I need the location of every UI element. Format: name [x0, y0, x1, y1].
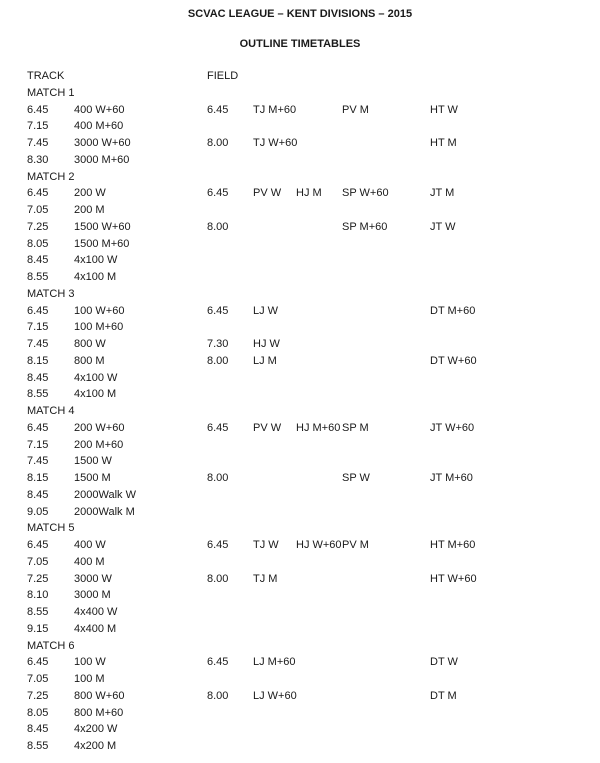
track-time: 8.10	[27, 589, 49, 602]
track-event: 200 W	[74, 187, 106, 200]
track-time: 6.45	[27, 187, 49, 200]
timetable-row	[0, 571, 600, 588]
track-time: 8.45	[27, 723, 49, 736]
track-time: 8.05	[27, 706, 49, 719]
field-time: 6.45	[207, 187, 229, 200]
track-event: 4x100 W	[74, 254, 118, 267]
timetable-row	[0, 705, 600, 722]
field-event: TJ M+60	[253, 103, 297, 116]
field-event: SP W+60	[342, 187, 389, 200]
field-event: HJ M+60	[296, 421, 341, 434]
document-title: SCVAC LEAGUE – KENT DIVISIONS – 2015	[187, 8, 413, 20]
field-time: 6.45	[207, 103, 229, 116]
field-time: 8.00	[207, 572, 229, 585]
match-heading: MATCH 4	[27, 405, 75, 417]
timetable-row	[0, 336, 600, 353]
timetable-row	[0, 236, 600, 253]
track-time: 8.55	[27, 388, 49, 401]
track-event: 200 W+60	[74, 421, 125, 434]
track-time: 7.05	[27, 673, 49, 685]
field-event: HT W	[430, 103, 458, 116]
field-event: PV W	[253, 187, 282, 200]
match-heading-row	[0, 638, 600, 655]
track-event: 800 W+60	[74, 689, 125, 702]
timetable-row	[0, 621, 600, 638]
field-event: TJ W	[253, 539, 279, 551]
track-event: 800 W	[74, 338, 106, 350]
field-event: SP W	[342, 472, 370, 484]
match-heading-row	[0, 403, 600, 420]
match-heading: MATCH 3	[27, 287, 75, 300]
timetable-row	[0, 738, 600, 755]
track-event: 3000 W	[74, 572, 112, 585]
field-event: DT M+60	[430, 304, 476, 317]
field-event: HJ W	[253, 338, 280, 350]
timetable-row	[0, 219, 600, 236]
track-event: 800 M+60	[74, 706, 124, 719]
timetable-row	[0, 437, 600, 454]
track-event: 4x100 M	[74, 388, 117, 401]
field-event: SP M+60	[342, 220, 388, 233]
field-event: JT W	[430, 220, 456, 233]
field-event: LJ W+60	[253, 689, 297, 702]
track-event: 4x100 W	[74, 371, 118, 384]
match-heading: MATCH 1	[27, 86, 75, 99]
track-event: 100 M+60	[74, 321, 124, 334]
track-time: 8.30	[27, 153, 49, 166]
track-event: 400 M+60	[74, 120, 124, 133]
track-event: 800 M	[74, 354, 105, 367]
timetable-row	[0, 453, 600, 470]
field-event: DT W	[430, 656, 458, 669]
track-event: 4x400 M	[74, 622, 117, 635]
track-time: 8.55	[27, 606, 49, 618]
timetable-row	[0, 353, 600, 370]
field-event: PV W	[253, 421, 282, 434]
track-event: 400 W	[74, 539, 106, 551]
field-column-label: FIELD	[207, 70, 239, 82]
match-heading-row	[0, 85, 600, 102]
timetable-row	[0, 370, 600, 387]
track-event: 100 W	[74, 656, 106, 669]
timetable-row	[0, 118, 600, 135]
track-time: 7.45	[27, 338, 49, 350]
field-time: 6.45	[207, 304, 229, 317]
track-time: 8.55	[27, 740, 49, 752]
timetable	[0, 68, 600, 755]
track-column-label: TRACK	[27, 70, 65, 82]
track-time: 8.05	[27, 237, 49, 250]
track-time: 9.05	[27, 505, 49, 518]
timetable-row	[0, 152, 600, 169]
match-heading-row	[0, 169, 600, 186]
field-time: 8.00	[207, 354, 229, 367]
field-event: HT M	[430, 137, 457, 149]
track-time: 8.55	[27, 271, 49, 283]
track-event: 2000Walk W	[74, 488, 136, 501]
track-time: 8.45	[27, 488, 49, 501]
track-event: 1500 M	[74, 472, 111, 484]
track-event: 3000 W+60	[74, 137, 131, 149]
field-event: DT M	[430, 689, 457, 702]
field-event: HJ M	[296, 187, 322, 200]
timetable-row	[0, 654, 600, 671]
timetable-row	[0, 721, 600, 738]
timetable-row	[0, 269, 600, 286]
field-time: 8.00	[207, 689, 229, 702]
field-event: JT M+60	[430, 472, 473, 484]
timetable-row	[0, 185, 600, 202]
timetable-row	[0, 504, 600, 521]
field-event: TJ W+60	[253, 137, 298, 149]
timetable-row	[0, 252, 600, 269]
document-subtitle: OUTLINE TIMETABLES	[239, 38, 361, 50]
field-event: HT W+60	[430, 572, 477, 585]
track-event: 1500 M+60	[74, 237, 130, 250]
timetable-row	[0, 135, 600, 152]
track-event: 4x400 W	[74, 606, 118, 618]
timetable-row	[0, 537, 600, 554]
field-event: LJ W	[253, 304, 279, 317]
track-time: 7.45	[27, 137, 49, 149]
match-heading: MATCH 5	[27, 522, 75, 535]
track-time: 8.15	[27, 472, 49, 484]
timetable-row	[0, 671, 600, 688]
field-time: 6.45	[207, 656, 229, 669]
field-event: SP M	[342, 421, 369, 434]
track-time: 6.45	[27, 103, 49, 116]
timetable-row	[0, 554, 600, 571]
track-event: 100 W+60	[74, 304, 125, 317]
track-event: 400 W+60	[74, 103, 125, 116]
field-time: 8.00	[207, 220, 229, 233]
timetable-row	[0, 587, 600, 604]
match-heading-row	[0, 520, 600, 537]
track-time: 7.25	[27, 220, 49, 233]
track-time: 6.45	[27, 421, 49, 434]
track-event: 400 M	[74, 555, 105, 568]
track-event: 3000 M+60	[74, 153, 130, 166]
track-event: 100 M	[74, 673, 105, 685]
timetable-row	[0, 303, 600, 320]
match-heading: MATCH 2	[27, 170, 75, 183]
timetable-row	[0, 420, 600, 437]
track-event: 200 M+60	[74, 438, 124, 451]
track-time: 7.05	[27, 204, 49, 216]
track-event: 1500 W	[74, 455, 112, 468]
timetable-row	[0, 202, 600, 219]
track-event: 1500 W+60	[74, 220, 131, 233]
field-event: DT W+60	[430, 354, 477, 367]
timetable-row	[0, 604, 600, 621]
timetable-row	[0, 386, 600, 403]
match-heading: MATCH 6	[27, 639, 75, 652]
timetable-row	[0, 688, 600, 705]
track-time: 8.45	[27, 254, 49, 267]
field-event: JT M	[430, 187, 455, 200]
field-time: 6.45	[207, 539, 229, 551]
field-time: 6.45	[207, 421, 229, 434]
track-time: 8.45	[27, 371, 49, 384]
track-event: 4x200 W	[74, 723, 118, 736]
track-time: 9.15	[27, 622, 49, 635]
timetable-row	[0, 102, 600, 119]
track-time: 7.15	[27, 321, 49, 334]
timetable-row	[0, 470, 600, 487]
field-event: LJ M	[253, 354, 277, 367]
track-time: 6.45	[27, 539, 49, 551]
track-time: 8.15	[27, 354, 49, 367]
track-time: 6.45	[27, 304, 49, 317]
column-header-row	[0, 68, 600, 85]
track-time: 7.05	[27, 555, 49, 568]
field-time: 8.00	[207, 137, 229, 149]
track-event: 4x200 M	[74, 740, 117, 752]
track-event: 2000Walk M	[74, 505, 135, 518]
track-event: 200 M	[74, 204, 105, 216]
track-event: 4x100 M	[74, 271, 117, 283]
track-event: 3000 M	[74, 589, 111, 602]
field-event: JT W+60	[430, 421, 475, 434]
track-time: 7.25	[27, 689, 49, 702]
timetable-row	[0, 319, 600, 336]
field-event: HT M+60	[430, 539, 476, 551]
track-time: 7.15	[27, 120, 49, 133]
match-heading-row	[0, 286, 600, 303]
field-event: PV M	[342, 539, 369, 551]
field-event: PV M	[342, 103, 369, 116]
track-time: 7.25	[27, 572, 49, 585]
field-time: 8.00	[207, 472, 229, 484]
field-event: LJ M+60	[253, 656, 296, 669]
timetable-row	[0, 487, 600, 504]
field-time: 7.30	[207, 338, 229, 350]
track-time: 7.45	[27, 455, 49, 468]
field-event: TJ M	[253, 572, 278, 585]
field-event: HJ W+60	[296, 539, 342, 551]
track-time: 7.15	[27, 438, 49, 451]
track-time: 6.45	[27, 656, 49, 669]
